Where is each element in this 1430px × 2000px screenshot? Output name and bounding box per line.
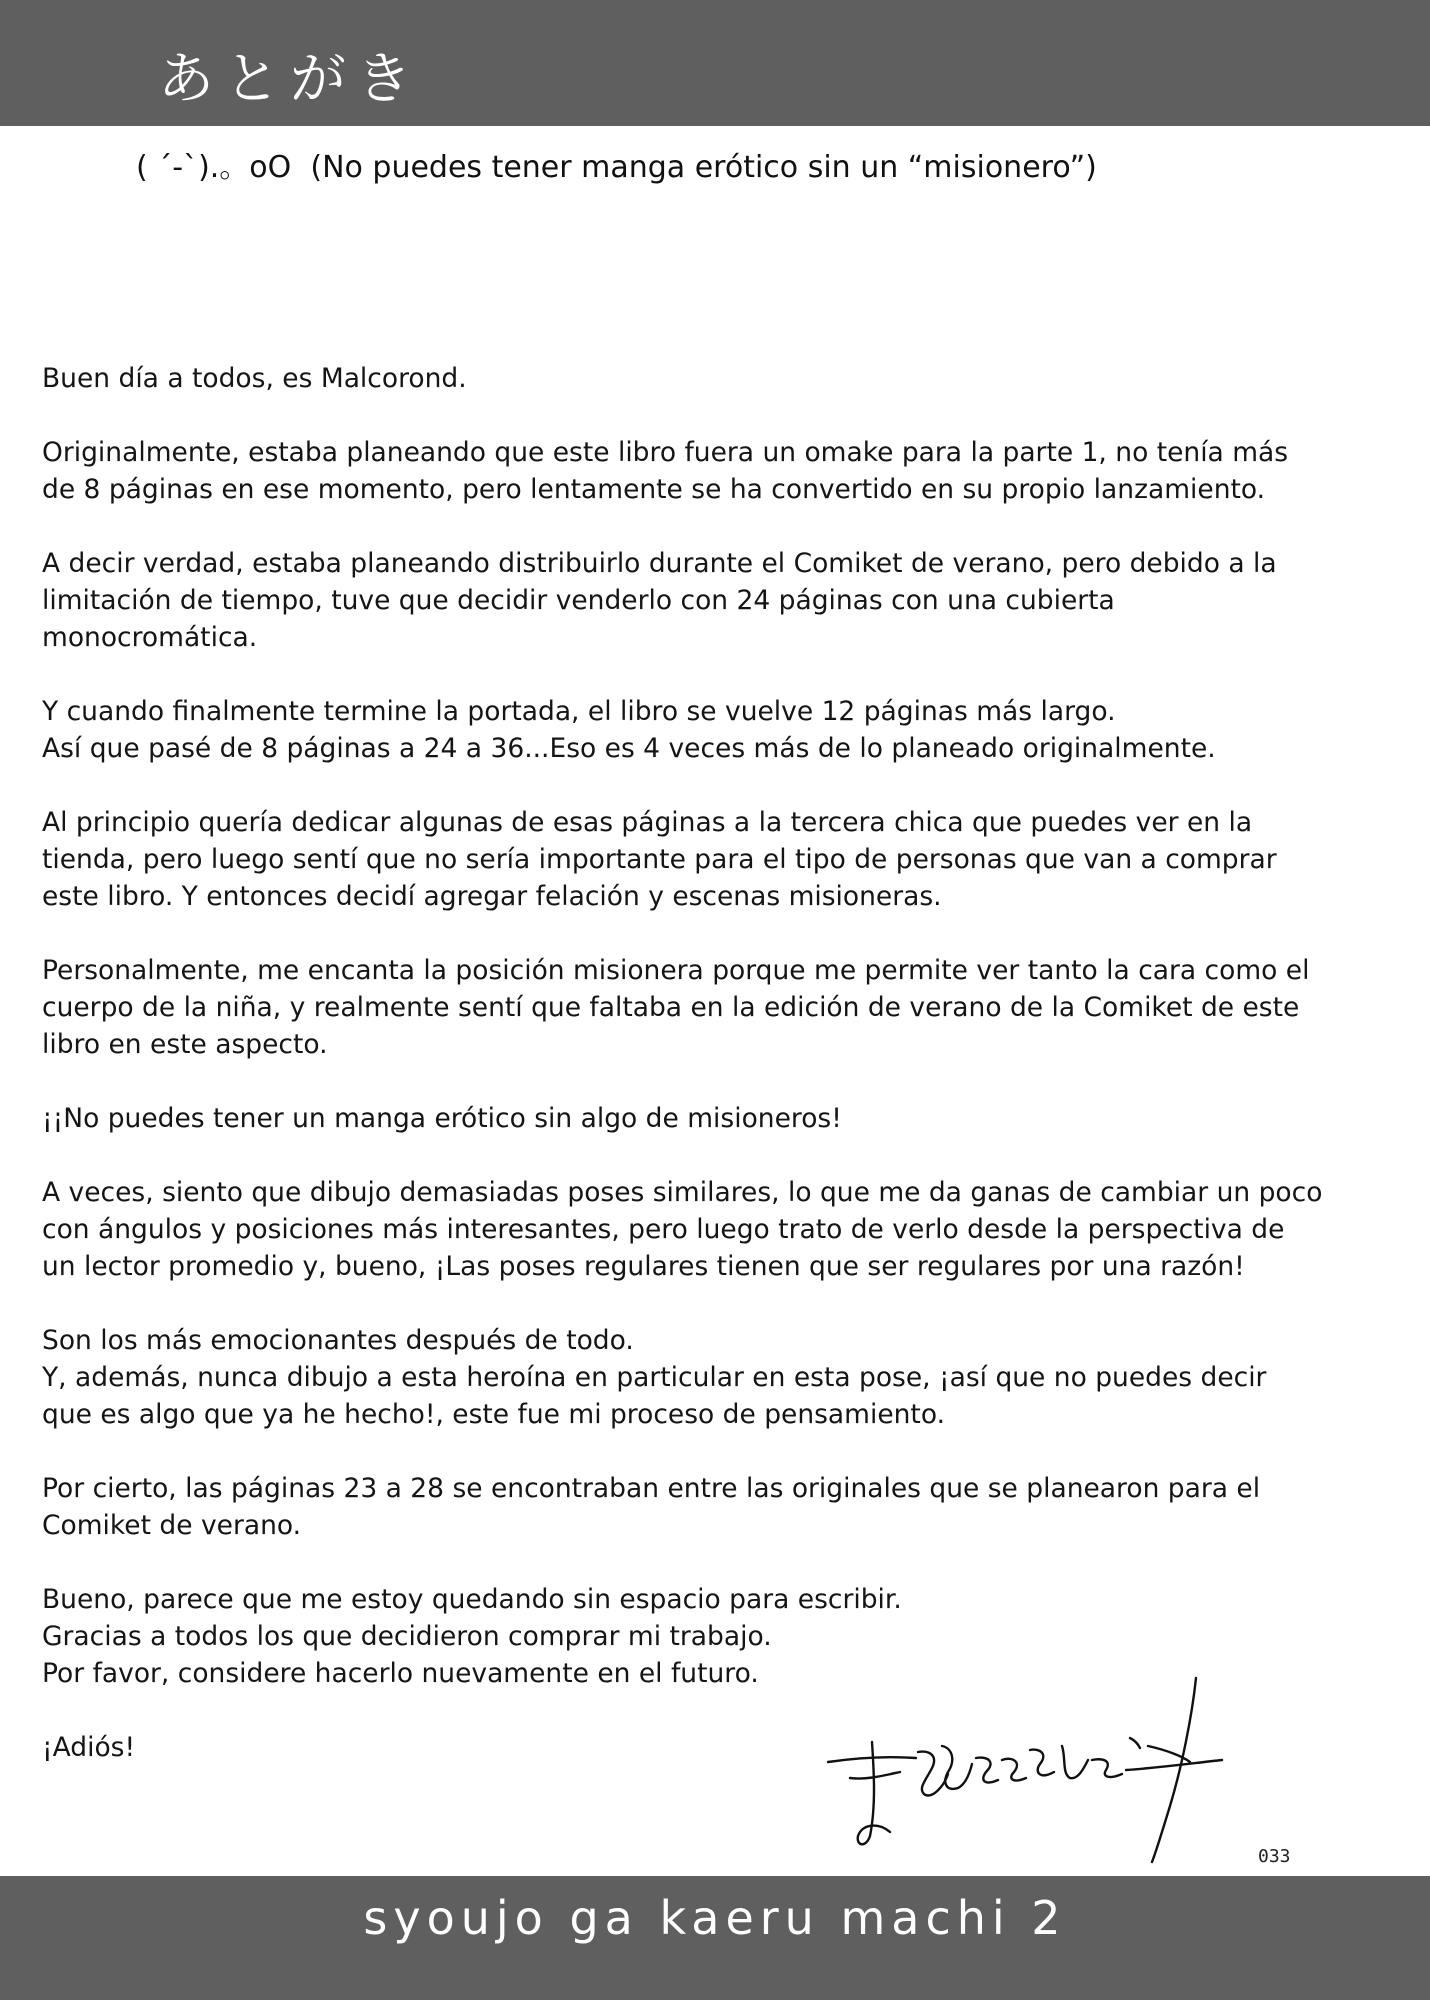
book-title: syoujo ga kaeru machi 2 <box>363 1891 1067 1945</box>
text-line: Comiket de verano. <box>42 1510 302 1541</box>
text-line: Y cuando finalmente termine la portada, el libro se vuelve 12 páginas más largo. <box>42 696 1116 727</box>
text-line: libro en este aspecto. <box>42 1029 328 1060</box>
page-title: あとがき <box>158 47 422 112</box>
text-line: este libro. Y entonces decidí agregar felación y escenas misioneras. <box>42 881 942 912</box>
text-line: Por favor, considere hacerlo nuevamente en el futuro. <box>42 1658 759 1689</box>
subtitle-emoticon: ( ´-`).。oO <box>136 150 292 185</box>
text-line: ¡Adiós! <box>42 1732 136 1763</box>
text-line: A veces, siento que dibujo demasiadas poses similares, lo que me da ganas de cambiar un poco <box>42 1177 1323 1208</box>
text-line: Y, además, nunca dibujo a esta heroína en particular en esta pose, ¡así que no puedes decir <box>42 1362 1267 1393</box>
text-line: con ángulos y posiciones más interesantes, pero luego trato de verlo desde la perspectiva de <box>42 1214 1285 1245</box>
paragraph-omake <box>42 434 1388 508</box>
paragraph-third-girl <box>42 804 1388 915</box>
text-line: cuerpo de la niña, y realmente sentí que faltaba en la edición de verano de la Comiket de este <box>42 992 1300 1023</box>
paragraph-position <box>42 952 1388 1063</box>
text-line: Por cierto, las páginas 23 a 28 se encontraban entre las originales que se planearon para el <box>42 1473 1261 1504</box>
subtitle <box>136 150 1097 186</box>
text-line: Personalmente, me encanta la posición misionera porque me permite ver tanto la cara como el <box>42 955 1310 986</box>
text-line: de 8 páginas en ese momento, pero lentamente se ha convertido en su propio lanzamiento. <box>42 474 1266 505</box>
text-line: limitación de tiempo, tuve que decidir venderlo con 24 páginas con una cubierta <box>42 585 1115 616</box>
paragraph-poses <box>42 1174 1388 1285</box>
text-line: Son los más emocionantes después de todo. <box>42 1325 634 1356</box>
paragraph-heroine <box>42 1322 1388 1433</box>
paragraph-greeting <box>42 360 1388 397</box>
paragraph-cover <box>42 693 1388 767</box>
paragraph-pages <box>42 1470 1388 1544</box>
text-line: monocromática. <box>42 622 258 653</box>
paragraph-exclamation <box>42 1100 1388 1137</box>
text-line: Bueno, parece que me estoy quedando sin espacio para escribir. <box>42 1584 902 1615</box>
subtitle-text: (No puedes tener manga erótico sin un “misionero”) <box>310 150 1097 185</box>
text-line: un lector promedio y, bueno, ¡Las poses regulares tienen que ser regulares por una razón! <box>42 1251 1245 1282</box>
text-line: A decir verdad, estaba planeando distribuirlo durante el Comiket de verano, pero debido a la <box>42 548 1277 579</box>
text-line: Originalmente, estaba planeando que este libro fuera un omake para la parte 1, no tenía más <box>42 437 1289 468</box>
text-line: que es algo que ya he hecho!, este fue mi proceso de pensamiento. <box>42 1399 945 1430</box>
text-line: Así que pasé de 8 páginas a 24 a 36...Eso es 4 veces más de lo planeado originalmente. <box>42 733 1216 764</box>
text-line: Buen día a todos, es Malcorond. <box>42 363 467 394</box>
page-number: 033 <box>1258 1846 1291 1867</box>
paragraph-comiket <box>42 545 1388 656</box>
signature <box>826 1676 1256 1866</box>
afterword-body <box>42 360 1388 1803</box>
text-line: ¡¡No puedes tener un manga erótico sin algo de misioneros! <box>42 1103 842 1134</box>
text-line: Gracias a todos los que decidieron comprar mi trabajo. <box>42 1621 772 1652</box>
text-line: Al principio quería dedicar algunas de esas páginas a la tercera chica que puedes ver en la <box>42 807 1253 838</box>
text-line: tienda, pero luego sentí que no sería importante para el tipo de personas que van a comprar <box>42 844 1277 875</box>
